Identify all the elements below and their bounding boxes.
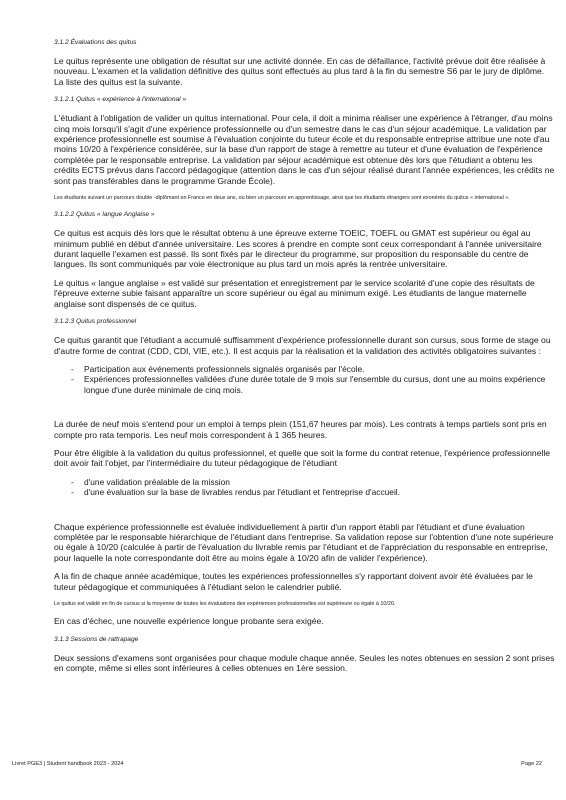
- list-item-text: d'une évaluation sur la base de livrables rendus par l'étudiant et l'entreprise d'accueil.: [84, 487, 400, 498]
- section-heading-3-1-2-1: 3.1.2.1 Quitus « expérience à l'international »: [54, 96, 187, 104]
- section-heading-3-1-3: 3.1.3 Sessions de rattrapage: [54, 635, 139, 643]
- paragraph-nine-months: La durée de neuf mois s'entend pour un emploi à temps plein (151,67 heures par mois). Les contrats à temps partiels sont pris en compte pro rata temporis. Les neuf mois correspondent à 1 365 heures.: [54, 419, 547, 440]
- bullet-list-activities: [54, 364, 556, 395]
- paragraph-quitus-intro: Le quitus représente une obligation de résultat sur une activité donnée. En cas de défaillance, l'activité prévue doit être réalisée à nouveau. L'examen et la validation définitive des quitus sont effectués au plus tard à la fin du semestre S6 par le jury de diplôme. La liste des quitus est la suivante.: [54, 56, 546, 87]
- paragraph-eligibility: Pour être éligible à la validation du quitus professionnel, et quelle que soit la forme du contrat retenue, l'expérience professionnelle doit avoir fait l'objet, par l'intermédiaire du tuteur pédagogique de l'étudiant: [54, 447, 551, 469]
- bullet-dash: -: [71, 476, 74, 487]
- list-item-text: d'une validation préalable de la mission: [84, 476, 230, 487]
- paragraph-evaluation: Chaque expérience professionnelle est évaluée individuellement à partir d'un rapport établi par l'étudiant et d'une évaluation complétée par le responsable hiérarchique de l'étudiant dans l'entreprise. Sa validation repose sur l'obtention d'une note supérieure ou égale à 10/20 (calculée à partir de l'évaluation du livrable remis par l'étudiant et de l'appréciation du responsable en entreprise, pour laquelle la note correspondante doit être au moins égale à 10/20 afin de valider l'expérience).: [54, 521, 554, 563]
- paragraph-english-validation: Le quitus « langue anglaise » est validé sur présentation et enregistrement par le service scolarité d'une copie des résultats de l'épreuve externe subie faisant apparaître un score supérieur ou égal au minimum exigé. Les étudiants de langue maternelle anglaise sont dispensés de ce quitus.: [54, 277, 535, 309]
- section-heading-3-1-2-3: 3.1.2.3 Quitus professionnel: [54, 318, 137, 326]
- bullet-dash: -: [71, 374, 74, 385]
- paragraph-annual-evaluation: A la fin de chaque année académique, toutes les expériences professionnelles s'y rapportant doivent avoir été évaluées par le tuteur pédagogique et communiquées à l'étudiant selon le calendrier publié.: [54, 571, 533, 592]
- list-item: [54, 374, 556, 395]
- section-heading-3-1-2-2: 3.1.2.2 Quitus « langue Anglaise »: [54, 211, 155, 219]
- footer-document-title: Livret PGE3 | Student handbook 2023 - 2024: [12, 761, 124, 767]
- paragraph-exam-sessions: Deux sessions d'examens sont organisées pour chaque module chaque année. Seules les notes obtenues en session 2 sont prises en compte, même si elles sont inférieures à celles obtenues en 1ère session.: [54, 652, 555, 674]
- list-item-text: Expériences professionnelles validées d'une durée totale de 9 mois sur l'ensemble du cursus, dont une au moins expérience longue d'une durée minimale de cinq mois.: [84, 374, 546, 395]
- list-item: [54, 477, 556, 487]
- list-item: [54, 364, 556, 374]
- paragraph-english-quitus: Ce quitus est acquis dès lors que le résultat obtenu à une épreuve externe TOEIC, TOEFL ou GMAT est supérieur ou égal au minimum publié en début d'année universitaire. Les scores à prendre en compte sont ceux correspondant à l'année universitaire durant laquelle l'examen est passé. Ils sont fixés par le directeur du programme, sur proposition du responsable du centre de langues. Ils sont communiqués par voie électronique au plus tard un mois après la rentrée universitaire.: [54, 228, 542, 270]
- bullet-dash: -: [71, 487, 74, 498]
- paragraph-international-exemption: Les étudiants suivant un parcours double -diplômant en France en deux ans, ou bien un parcours en apprentissage, ainsi que les étudiants étrangers sont exonérés du quitus « international ».: [54, 195, 510, 202]
- page-content: [54, 38, 556, 681]
- paragraph-quitus-validation: Le quitus est validé en fin de cursus si la moyenne de toutes les évaluations des expériences professionnelles est supérieure ou égale à 10/20.: [54, 601, 396, 608]
- bullet-list-requirements: [54, 477, 556, 498]
- section-heading-3-1-2: 3.1.2 Évaluations des quitus: [54, 39, 137, 46]
- paragraph-international-quitus: L'étudiant à l'obligation de valider un quitus international. Pour cela, il doit a minima réaliser une expérience à l'étranger, d'au moins cinq mois lorsqu'il s'agit d'une expérience professionnelle ou d'un semestre dans le cas d'un séjour académique. La validation par expérience professionnelle est soumise à l'évaluation conjointe du tuteur école et du responsable entreprise attribue une note d'au moins 10/20 à l'expérience considérée, sur la base d'un rapport de stage à remettre au tuteur et d'une évaluation de l'expérience complétée par le responsable entreprise. La validation par séjour académique est obtenue dès lors que l'étudiant a obtenu les crédits ECTS prévus dans l'accord pédagogique (attention dans le cas d'un séjour réalisé durant l'année expériences, les crédits ne sont pas transférables dans le programme Grande École).: [54, 113, 555, 186]
- footer-page-number: Page 22: [521, 761, 542, 767]
- paragraph-professional-quitus: Ce quitus garantit que l'étudiant a accumulé suffisamment d'expérience professionnelle durant son cursus, sous forme de stage ou d'autre forme de contrat (CDD, CDI, VIE, etc.). Il est acquis par la réalisation et la validation des activités obligatoires suivantes :: [54, 335, 551, 356]
- list-item: [54, 487, 556, 497]
- bullet-dash: -: [71, 363, 74, 374]
- paragraph-failure: En cas d'échec, une nouvelle expérience longue probante sera exigée.: [54, 616, 324, 627]
- list-item-text: Participation aux événements professionnels signalés organisés par l'école.: [84, 363, 365, 374]
